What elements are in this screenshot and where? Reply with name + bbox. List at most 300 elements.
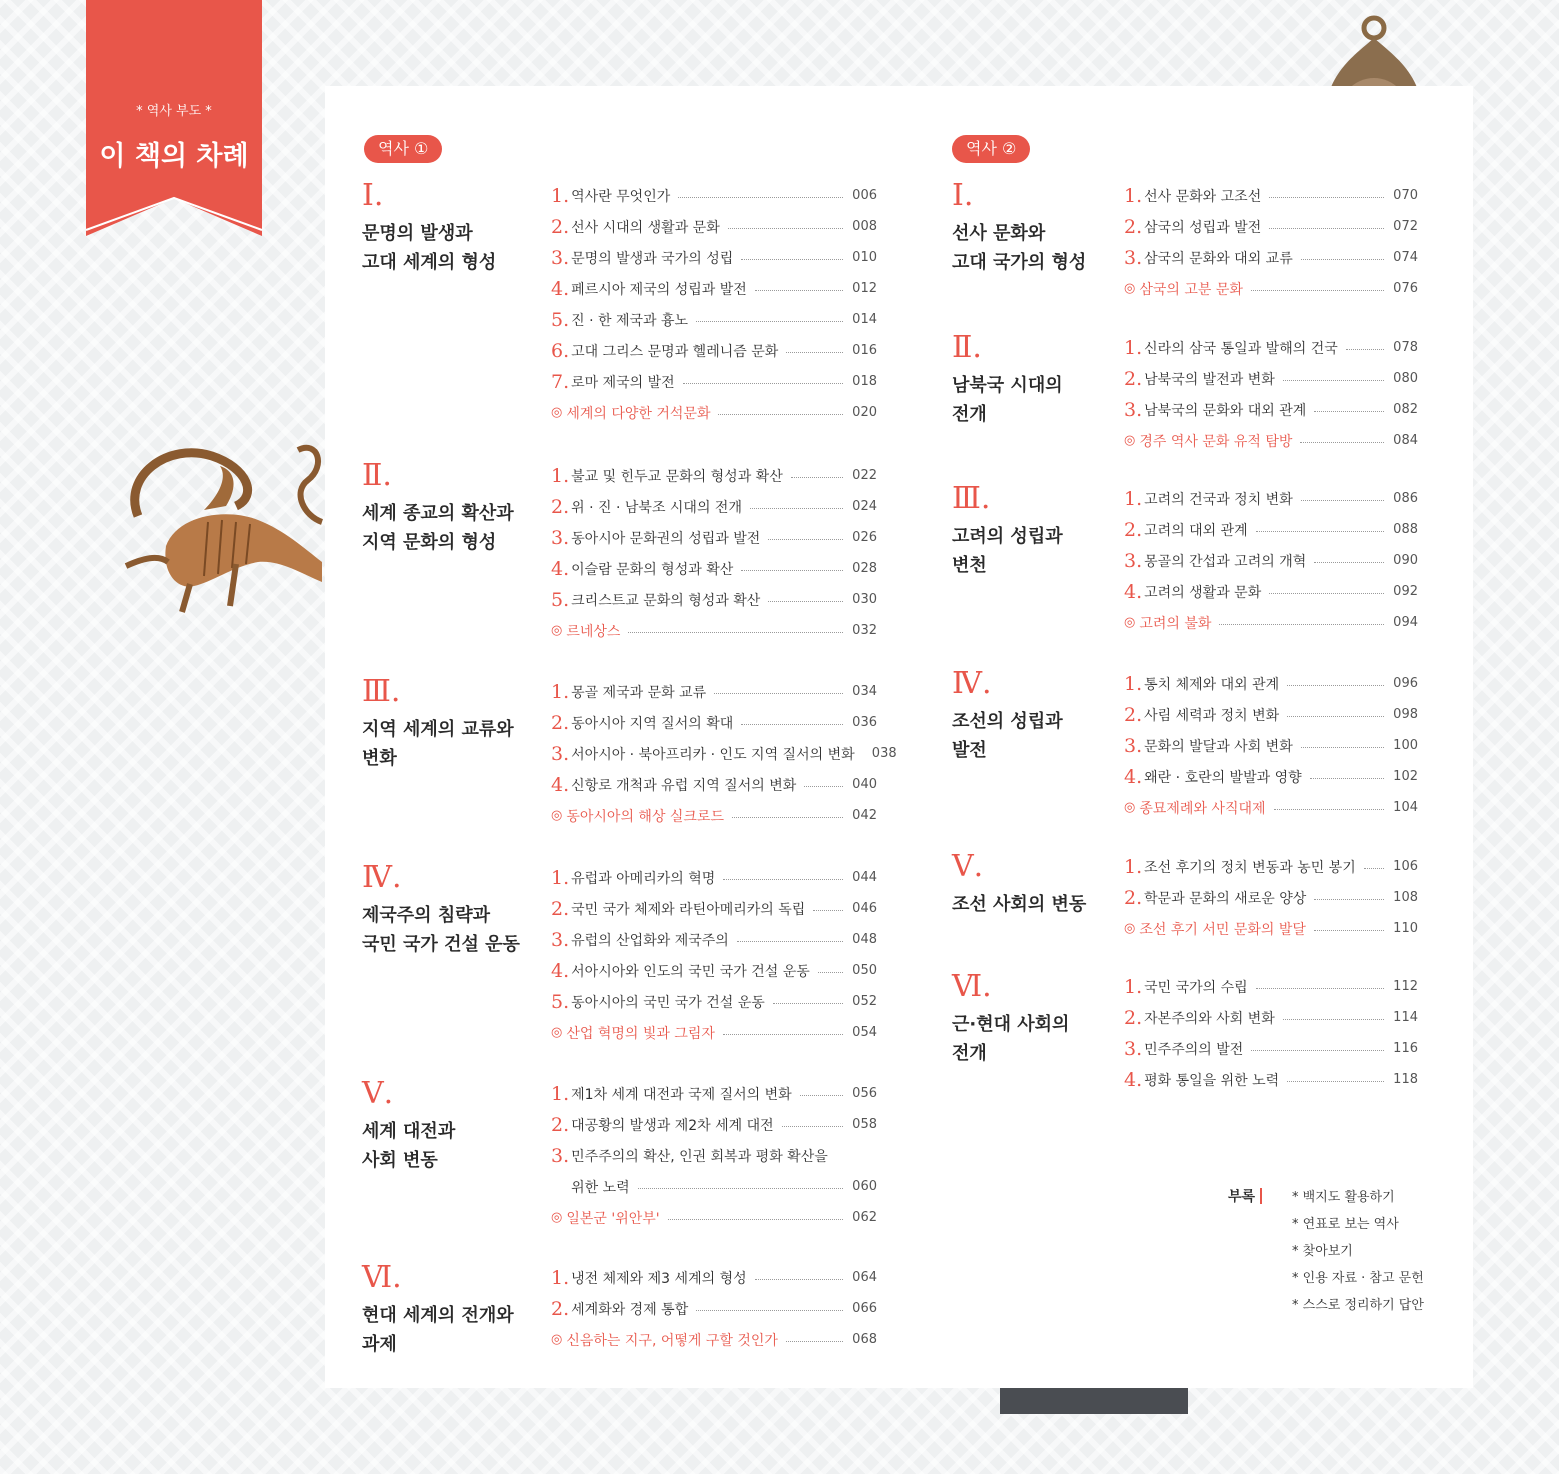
- toc-entry[interactable]: [1124, 1033, 1418, 1064]
- leader-dots: [782, 1126, 843, 1127]
- leader-dots: [768, 539, 843, 540]
- entry-title: 동아시아의 해상 실크로드: [566, 808, 725, 825]
- leader-dots: [1310, 778, 1384, 779]
- section-roman-numeral: Ⅵ.: [952, 969, 992, 1004]
- page-number: 090: [1393, 553, 1418, 568]
- page-number: 104: [1393, 800, 1418, 815]
- leader-dots: [1301, 747, 1384, 748]
- entry-number: 3.: [551, 928, 570, 951]
- entry-number: 3.: [1124, 734, 1143, 757]
- leader-dots: [1314, 411, 1384, 412]
- entry-title: 불교 및 힌두교 문화의 형성과 확산: [571, 468, 783, 485]
- special-marker-icon: ◎: [551, 1210, 563, 1225]
- page-title: 이 책의 차례: [99, 141, 249, 172]
- entry-number: 2.: [551, 711, 570, 734]
- toc-entry[interactable]: [551, 738, 897, 769]
- entry-title: 삼국의 문화와 대외 교류: [1144, 250, 1293, 267]
- appendix-item: * 백지도 활용하기: [1292, 1190, 1395, 1205]
- appendix-label: 부록: [1228, 1189, 1256, 1205]
- toc-entry[interactable]: [1124, 730, 1418, 761]
- section-roman-numeral: Ⅰ.: [362, 178, 384, 213]
- leader-dots: [1283, 380, 1384, 381]
- entry-title: 산업 혁명의 빛과 그림자: [566, 1025, 715, 1042]
- special-topic-entry[interactable]: [551, 800, 877, 831]
- entry-number: 2.: [551, 215, 570, 238]
- entry-title: 서아시아와 인도의 국민 국가 건설 운동: [571, 963, 810, 980]
- entry-title: 세계화와 경제 통합: [571, 1301, 689, 1318]
- leader-dots: [718, 414, 843, 415]
- toc-entry[interactable]: [551, 553, 877, 584]
- entry-title: 조선 후기 서민 문화의 발달: [1139, 921, 1306, 938]
- entry-title: 삼국의 고분 문화: [1139, 281, 1243, 298]
- toc-entry[interactable]: [1124, 761, 1418, 792]
- section-title: 근·현대 사회의: [952, 1014, 1070, 1035]
- page-number: 086: [1393, 491, 1418, 506]
- entry-number: 2.: [1124, 367, 1143, 390]
- toc-entry[interactable]: [551, 986, 877, 1017]
- leader-dots: [1269, 593, 1384, 594]
- entry-number: 5.: [551, 588, 570, 611]
- entry-title: 민주주의의 확산, 인권 회복과 평화 확산을: [571, 1148, 828, 1165]
- toc-entry[interactable]: [1124, 576, 1418, 607]
- toc-entry[interactable]: [1124, 1002, 1418, 1033]
- page-number: 096: [1393, 676, 1418, 691]
- leader-dots: [737, 941, 843, 942]
- leader-dots: [755, 290, 843, 291]
- page-number: 106: [1393, 859, 1418, 874]
- special-topic-entry[interactable]: [1124, 792, 1418, 823]
- toc-entry[interactable]: [1124, 242, 1418, 273]
- entry-title: 로마 제국의 발전: [571, 374, 675, 391]
- entry-title: 일본군 '위안부': [566, 1210, 660, 1227]
- entry-title: 학문과 문화의 새로운 양상: [1144, 890, 1307, 907]
- toc-entry[interactable]: [551, 460, 877, 491]
- toc-entry[interactable]: [551, 1171, 877, 1202]
- page-number: 056: [852, 1086, 877, 1101]
- special-marker-icon: ◎: [551, 623, 563, 638]
- banner-chevron-line: [86, 192, 262, 236]
- toc-entry[interactable]: [551, 366, 877, 397]
- entry-title: 남북국의 문화와 대외 관계: [1144, 402, 1307, 419]
- entry-title: 통치 체제와 대외 관계: [1144, 676, 1280, 693]
- section-title: 변화: [362, 748, 397, 769]
- entry-number: 1.: [1124, 336, 1143, 359]
- page-number: 060: [852, 1179, 877, 1194]
- section-roman-numeral: Ⅰ.: [952, 178, 974, 213]
- page-number: 010: [852, 250, 877, 265]
- page-number: 116: [1393, 1041, 1418, 1056]
- special-topic-entry[interactable]: [551, 397, 877, 428]
- appendix-item: * 인용 자료 · 참고 문헌: [1292, 1271, 1424, 1286]
- toc-entry[interactable]: [551, 491, 877, 522]
- entry-title: 동아시아의 국민 국가 건설 운동: [571, 994, 765, 1011]
- toc-entry[interactable]: [551, 273, 877, 304]
- page-number: 044: [852, 870, 877, 885]
- entry-title: 남북국의 발전과 변화: [1144, 371, 1275, 388]
- entry-title: 유럽의 산업화와 제국주의: [571, 932, 729, 949]
- appendix-item: * 찾아보기: [1292, 1244, 1353, 1259]
- entry-title: 르네상스: [566, 623, 621, 640]
- entry-number: 1.: [551, 1266, 570, 1289]
- appendix-divider: [1260, 1188, 1262, 1204]
- section-title: 고대 세계의 형성: [362, 252, 497, 273]
- entry-number: 1.: [551, 184, 570, 207]
- entry-number: 2.: [551, 1113, 570, 1136]
- entry-number: 1.: [551, 680, 570, 703]
- entry-title: 진 · 한 제국과 흉노: [571, 312, 689, 329]
- section-roman-numeral: Ⅴ.: [362, 1076, 394, 1111]
- entry-number: 1.: [1124, 672, 1143, 695]
- entry-title: 고대 그리스 문명과 헬레니즘 문화: [571, 343, 779, 360]
- toc-entry[interactable]: [551, 1109, 877, 1140]
- section-roman-numeral: Ⅲ.: [362, 674, 401, 709]
- page-number: 050: [852, 963, 877, 978]
- entry-number: 2.: [551, 495, 570, 518]
- leader-dots: [1314, 899, 1384, 900]
- entry-number: 4.: [1124, 765, 1143, 788]
- entry-title: 페르시아 제국의 성립과 발전: [571, 281, 747, 298]
- toc-entry[interactable]: [551, 955, 877, 986]
- entry-title: 삼국의 성립과 발전: [1144, 219, 1262, 236]
- page-number: 114: [1393, 1010, 1418, 1025]
- toc-entry[interactable]: [551, 242, 877, 273]
- page-number: 008: [852, 219, 877, 234]
- toc-entry[interactable]: [1124, 545, 1418, 576]
- banner-subtitle: * 역사 부도 *: [136, 104, 212, 119]
- leader-dots: [1301, 500, 1384, 501]
- page-number: 048: [852, 932, 877, 947]
- special-marker-icon: ◎: [551, 808, 563, 823]
- section-title: 과제: [362, 1334, 397, 1355]
- page-number: 014: [852, 312, 877, 327]
- leader-dots: [813, 910, 843, 911]
- leader-dots: [723, 879, 843, 880]
- section-title: 세계 종교의 확산과: [362, 503, 514, 524]
- entry-number: 2.: [551, 1297, 570, 1320]
- page-number: 012: [852, 281, 877, 296]
- toc-entry[interactable]: [551, 893, 877, 924]
- leader-dots: [768, 601, 843, 602]
- toc-entry[interactable]: [551, 304, 877, 335]
- entry-title: 사림 세력과 정치 변화: [1144, 707, 1280, 724]
- section-title: 고대 국가의 형성: [952, 252, 1087, 273]
- special-marker-icon: ◎: [1124, 921, 1136, 936]
- page-number: 024: [852, 499, 877, 514]
- entry-title: 동아시아 문화권의 성립과 발전: [571, 530, 761, 547]
- dragon-illustration: [108, 436, 326, 614]
- leader-dots: [1256, 531, 1384, 532]
- entry-title: 서아시아 · 북아프리카 · 인도 지역 질서의 변화: [571, 746, 855, 763]
- entry-number: 2.: [1124, 1006, 1143, 1029]
- toc-entry[interactable]: [551, 1262, 877, 1293]
- page-number: 098: [1393, 707, 1418, 722]
- leader-dots: [1251, 290, 1384, 291]
- toc-entry[interactable]: [1124, 394, 1418, 425]
- toc-entry[interactable]: [1124, 851, 1418, 882]
- section-title: 남북국 시대의: [952, 375, 1063, 396]
- entry-number: 4.: [551, 557, 570, 580]
- entry-number: 4.: [551, 959, 570, 982]
- entry-title: 민주주의의 발전: [1144, 1041, 1244, 1058]
- page-number: 006: [852, 188, 877, 203]
- section-roman-numeral: Ⅳ.: [952, 666, 992, 701]
- page-number: 040: [852, 777, 877, 792]
- leader-dots: [678, 197, 843, 198]
- toc-entry[interactable]: [1124, 699, 1418, 730]
- toc-entry[interactable]: [1124, 332, 1418, 363]
- leader-dots: [804, 786, 843, 787]
- entry-title: 왜란 · 호란의 발발과 영향: [1144, 769, 1302, 786]
- entry-title: 동아시아 지역 질서의 확대: [571, 715, 734, 732]
- special-marker-icon: ◎: [551, 1332, 563, 1347]
- entry-title: 국민 국가의 수립: [1144, 979, 1248, 996]
- entry-title: 냉전 체제와 제3 세계의 형성: [571, 1270, 747, 1287]
- section-title: 지역 세계의 교류와: [362, 719, 514, 740]
- special-marker-icon: ◎: [1124, 615, 1136, 630]
- section-title: 문명의 발생과: [362, 223, 473, 244]
- entry-number: 2.: [551, 897, 570, 920]
- page-number: 088: [1393, 522, 1418, 537]
- entry-number: 1.: [1124, 184, 1143, 207]
- toc-entry[interactable]: [551, 1293, 877, 1324]
- page-number: 038: [871, 746, 897, 761]
- leader-dots: [1283, 1019, 1384, 1020]
- special-topic-entry[interactable]: [551, 1017, 877, 1048]
- appendix-item: * 연표로 보는 역사: [1292, 1217, 1399, 1232]
- entry-title: 몽골 제국과 문화 교류: [571, 684, 707, 701]
- entry-title: 신항로 개척과 유럽 지역 질서의 변화: [571, 777, 797, 794]
- entry-number: 1.: [1124, 855, 1143, 878]
- leader-dots: [1219, 624, 1384, 625]
- leader-dots: [1314, 562, 1384, 563]
- page-number: 034: [852, 684, 877, 699]
- toc-entry[interactable]: [551, 1078, 877, 1109]
- leader-dots: [1287, 716, 1384, 717]
- toc-entry[interactable]: [1124, 180, 1418, 211]
- page-number: 016: [852, 343, 877, 358]
- entry-number: 3.: [1124, 246, 1143, 269]
- leader-dots: [732, 817, 843, 818]
- toc-entry[interactable]: [551, 180, 877, 211]
- leader-dots: [1300, 442, 1384, 443]
- section-title: 전개: [952, 404, 987, 425]
- entry-title: 역사란 무엇인가: [571, 188, 671, 205]
- leader-dots: [773, 1003, 843, 1004]
- entry-title: 종묘제례와 사직대제: [1139, 800, 1266, 817]
- leader-dots: [791, 477, 843, 478]
- entry-number: 2.: [1124, 518, 1143, 541]
- entry-title: 위 · 진 · 남북조 시대의 전개: [571, 499, 742, 516]
- page-number: 082: [1393, 402, 1418, 417]
- toc-entry[interactable]: [551, 924, 877, 955]
- entry-number: 7.: [551, 370, 570, 393]
- entry-number: 5.: [551, 990, 570, 1013]
- entry-title: 선사 시대의 생활과 문화: [571, 219, 720, 236]
- leader-dots: [1287, 685, 1384, 686]
- entry-number: 3.: [551, 1144, 570, 1167]
- entry-number: 3.: [1124, 398, 1143, 421]
- page-number: 118: [1393, 1072, 1418, 1087]
- toc-entry[interactable]: [1124, 514, 1418, 545]
- section-title: 조선의 성립과: [952, 711, 1063, 732]
- section-roman-numeral: Ⅵ.: [362, 1260, 402, 1295]
- entry-number: 2.: [1124, 703, 1143, 726]
- leader-dots: [1274, 809, 1384, 810]
- special-marker-icon: ◎: [1124, 800, 1136, 815]
- entry-number: 1.: [1124, 487, 1143, 510]
- entry-title: 선사 문화와 고조선: [1144, 188, 1262, 205]
- leader-dots: [683, 383, 843, 384]
- toc-entry[interactable]: [551, 676, 877, 707]
- special-topic-entry[interactable]: [551, 1324, 877, 1355]
- entry-number: 3.: [551, 742, 570, 765]
- leader-dots: [714, 693, 843, 694]
- special-topic-entry[interactable]: [1124, 425, 1418, 456]
- entry-number: 4.: [551, 277, 570, 300]
- entry-number: 2.: [1124, 215, 1143, 238]
- section-title: 세계 대전과: [362, 1121, 456, 1142]
- leader-dots: [628, 632, 843, 633]
- page-number: 110: [1393, 921, 1418, 936]
- page-number: 054: [852, 1025, 877, 1040]
- leader-dots: [668, 1219, 843, 1220]
- entry-title: 고려의 불화: [1139, 615, 1212, 632]
- section-title: 제국주의 침략과: [362, 905, 490, 926]
- entry-title: 크리스트교 문화의 형성과 확산: [571, 592, 761, 609]
- section-title: 지역 문화의 형성: [362, 532, 497, 553]
- page-number: 052: [852, 994, 877, 1009]
- entry-title: 몽골의 간섭과 고려의 개혁: [1144, 553, 1307, 570]
- section-title: 현대 세계의 전개와: [362, 1305, 514, 1326]
- entry-number: 3.: [551, 246, 570, 269]
- leader-dots: [1251, 1050, 1384, 1051]
- page-number: 058: [852, 1117, 877, 1132]
- history-2-label: 역사 ②: [952, 135, 1030, 163]
- entry-title: 대공황의 발생과 제2차 세계 대전: [571, 1117, 774, 1134]
- section-title: 선사 문화와: [952, 223, 1046, 244]
- leader-dots: [800, 1095, 843, 1096]
- toc-entry[interactable]: [1124, 211, 1418, 242]
- page-number: 028: [852, 561, 877, 576]
- appendix-item: * 스스로 정리하기 답안: [1292, 1298, 1424, 1313]
- leader-dots: [741, 724, 843, 725]
- section-title: 국민 국가 건설 운동: [362, 934, 520, 955]
- leader-dots: [696, 321, 843, 322]
- entry-number: 1.: [551, 866, 570, 889]
- special-marker-icon: ◎: [551, 405, 563, 420]
- entry-title: 문명의 발생과 국가의 성립: [571, 250, 734, 267]
- page-number: 046: [852, 901, 877, 916]
- leader-dots: [638, 1188, 843, 1189]
- section-title: 변천: [952, 555, 987, 576]
- special-topic-entry[interactable]: [1124, 607, 1418, 638]
- entry-number: 3.: [1124, 1037, 1143, 1060]
- leader-dots: [818, 972, 843, 973]
- page-number: 072: [1393, 219, 1418, 234]
- leader-dots: [750, 508, 843, 509]
- entry-title: 국민 국가 체제와 라틴아메리카의 독립: [571, 901, 806, 918]
- entry-title: 신라의 삼국 통일과 발해의 건국: [1144, 340, 1338, 357]
- toc-entry[interactable]: [1124, 882, 1418, 913]
- page-number: 102: [1393, 769, 1418, 784]
- page-number: 092: [1393, 584, 1418, 599]
- toc-entry[interactable]: [551, 522, 877, 553]
- entry-number: 6.: [551, 339, 570, 362]
- entry-number: 4.: [1124, 1068, 1143, 1091]
- entry-title: 고려의 대외 관계: [1144, 522, 1248, 539]
- leader-dots: [723, 1034, 843, 1035]
- toc-entry[interactable]: [551, 335, 877, 366]
- section-title: 조선 사회의 변동: [952, 894, 1087, 915]
- entry-title: 유럽과 아메리카의 혁명: [571, 870, 716, 887]
- leader-dots: [1287, 1081, 1384, 1082]
- leader-dots: [1256, 988, 1384, 989]
- leader-dots: [1346, 349, 1384, 350]
- toc-entry[interactable]: [551, 1140, 877, 1171]
- page-number: 020: [852, 405, 877, 420]
- leader-dots: [1269, 228, 1384, 229]
- entry-title: 조선 후기의 정치 변동과 농민 봉기: [1144, 859, 1356, 876]
- page-number: 074: [1393, 250, 1418, 265]
- special-marker-icon: ◎: [1124, 433, 1136, 448]
- toc-entry[interactable]: [1124, 483, 1418, 514]
- special-topic-entry[interactable]: [551, 1202, 877, 1233]
- page-number: 026: [852, 530, 877, 545]
- toc-entry[interactable]: [551, 862, 877, 893]
- page-number: 066: [852, 1301, 877, 1316]
- entry-title: 평화 통일을 위한 노력: [1144, 1072, 1280, 1089]
- page-number: 070: [1393, 188, 1418, 203]
- page-number: 042: [852, 808, 877, 823]
- page-number: 030: [852, 592, 877, 607]
- page-number: 078: [1393, 340, 1418, 355]
- leader-dots: [741, 570, 843, 571]
- toc-entry[interactable]: [551, 707, 877, 738]
- leader-dots: [786, 352, 843, 353]
- entry-title: 경주 역사 문화 유적 탐방: [1139, 433, 1293, 450]
- page-number: 094: [1393, 615, 1418, 630]
- special-topic-entry[interactable]: [1124, 913, 1418, 944]
- page-number: 100: [1393, 738, 1418, 753]
- special-topic-entry[interactable]: [551, 615, 877, 646]
- page-number: 108: [1393, 890, 1418, 905]
- entry-number: 3.: [551, 526, 570, 549]
- leader-dots: [1269, 197, 1384, 198]
- entry-title: 이슬람 문화의 형성과 확산: [571, 561, 734, 578]
- toc-entry[interactable]: [1124, 363, 1418, 394]
- history-1-label: 역사 ①: [364, 135, 442, 163]
- special-marker-icon: ◎: [551, 1025, 563, 1040]
- toc-entry[interactable]: [1124, 1064, 1418, 1095]
- special-marker-icon: ◎: [1124, 281, 1136, 296]
- entry-number: 1.: [551, 1082, 570, 1105]
- toc-entry[interactable]: [551, 769, 877, 800]
- entry-title: 위한 노력: [571, 1179, 630, 1196]
- toc-entry[interactable]: [551, 211, 877, 242]
- toc-entry[interactable]: [551, 584, 877, 615]
- page-number: 022: [852, 468, 877, 483]
- toc-entry[interactable]: [1124, 668, 1418, 699]
- leader-dots: [696, 1310, 843, 1311]
- special-topic-entry[interactable]: [1124, 273, 1418, 304]
- leader-dots: [755, 1279, 843, 1280]
- section-roman-numeral: Ⅱ.: [952, 330, 982, 365]
- leader-dots: [1314, 930, 1384, 931]
- page-number: 112: [1393, 979, 1418, 994]
- toc-entry[interactable]: [1124, 971, 1418, 1002]
- section-roman-numeral: Ⅴ.: [952, 849, 984, 884]
- section-title: 고려의 성립과: [952, 526, 1063, 547]
